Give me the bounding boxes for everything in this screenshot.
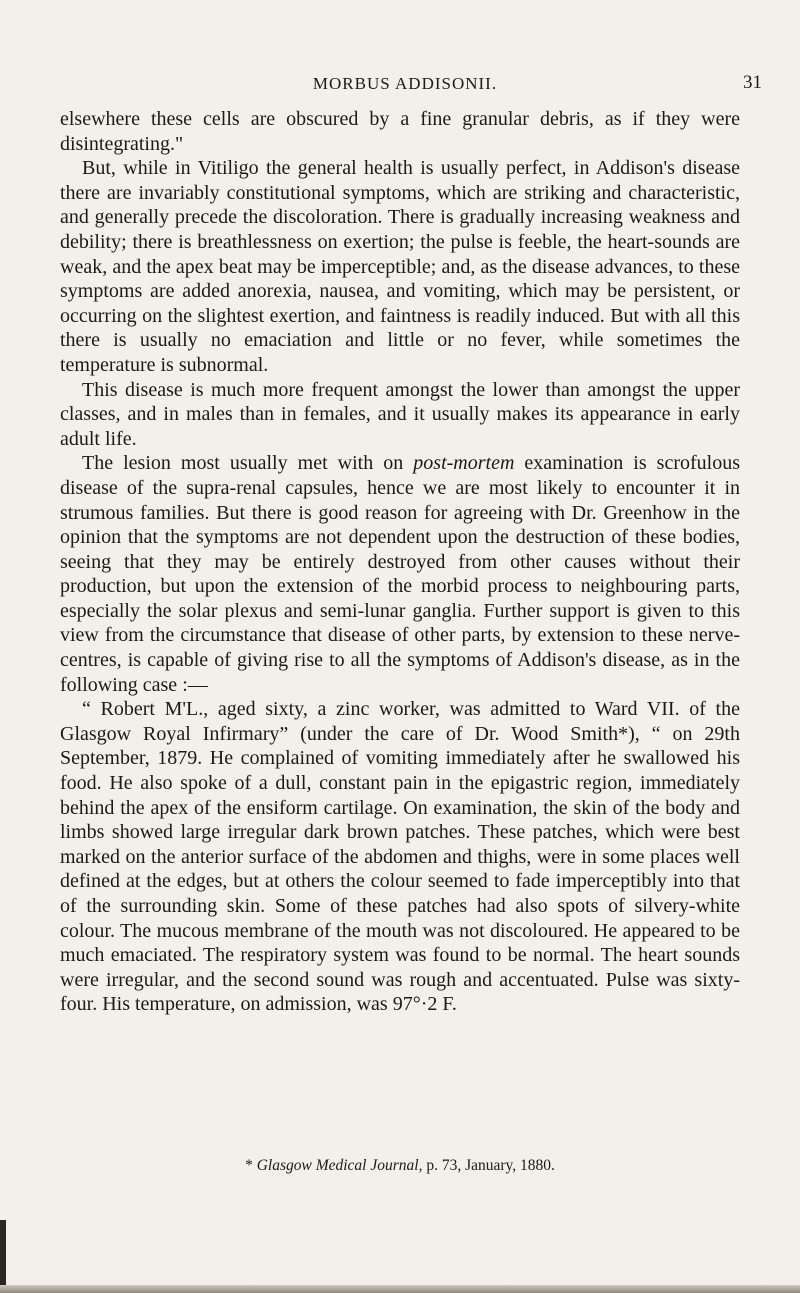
paragraph-frequency: This disease is much more frequent amongst the lower than amongst the upper classes, and in males than in females, and it usually makes its appearance in early adult life.	[60, 378, 740, 450]
footnote-journal: Glasgow Medical Journal,	[256, 1157, 423, 1174]
body-text	[60, 107, 740, 1017]
page-header	[58, 72, 762, 102]
lesion-text-start: The lesion most usually met with on	[82, 452, 414, 475]
running-head: MORBUS ADDISONII.	[312, 74, 498, 93]
footnote	[60, 1157, 740, 1175]
paragraph-case-report: “ Robert M'L., aged sixty, a zinc worker, was admitted to Ward VII. of the Glasgow Royal Infirmary” (under the care of Dr. Wood Smith*), “ on 29th September, 1879. He complained of vomiting immediately after he swallowed his food. He also spoke of a dull, constant pain in the epigastric region, immediately behind the apex of the ensiform cartilage. On examination, the skin of the body and limbs showed large irregular dark brown patches. These patches, which were best marked on the anterior surface of the abdomen and thighs, were in some places well defined at the edges, but at others the colour seemed to fade imperceptibly into that of the surrounding skin. Some of these patches had also spots of silvery-white colour. The mucous membrane of the mouth was not discoloured. He appeared to be much emaciated. The respiratory system was found to be normal. The heart sounds were irregular, and the second sound was rough and accentuated. Pulse was sixty-four. His temperature, on admission, was 97°·2 F.	[60, 698, 740, 1016]
page-number: 31	[743, 72, 762, 93]
footnote-marker: *	[245, 1157, 257, 1174]
page-edge-shadow-left	[0, 1220, 6, 1293]
page-edge-shadow-bottom	[0, 1285, 800, 1293]
paragraph-lesion	[60, 451, 740, 697]
paragraph-continuation: elsewhere these cells are obscured by a fine granular debris, as if they were disintegrating."	[60, 108, 740, 155]
paragraph-symptoms: But, while in Vitiligo the general health is usually perfect, in Addison's disease there are invariably constitutional symptoms, which are striking and characteristic, and generally precede the discoloration. There is gradually increasing weakness and debility; there is breathlessness on exertion; the pulse is feeble, the heart-sounds are weak, and the apex beat may be imperceptible; and, as the disease advances, to these symptoms are added anorexia, nausea, and vomiting, which may be persistent, or occurring on the slightest exertion, and faintness is readily induced. But with all this there is usually no emaciation and little or no fever, while sometimes the temperature is subnormal.	[60, 157, 740, 376]
post-mortem-italic: post-mortem	[413, 452, 515, 475]
lesion-text-end: examination is scrofulous disease of the supra-renal capsules, hence we are most likely to encounter it in strumous families. But there is good reason for agreeing with Dr. Greenhow in the opinion that the symptoms are not dependent upon the destruction of these bodies, seeing that they may be entirely destroyed from other causes without their production, but upon the extension of the morbid process to neighbouring parts, especially the solar plexus and semi-lunar ganglia. Further support is given to this view from the circumstance that disease of other parts, by extension to these nerve-centres, is capable of giving rise to all the symptoms of Addison's disease, as in the following case :—	[60, 452, 740, 696]
footnote-citation: p. 73, January, 1880.	[422, 1157, 555, 1174]
